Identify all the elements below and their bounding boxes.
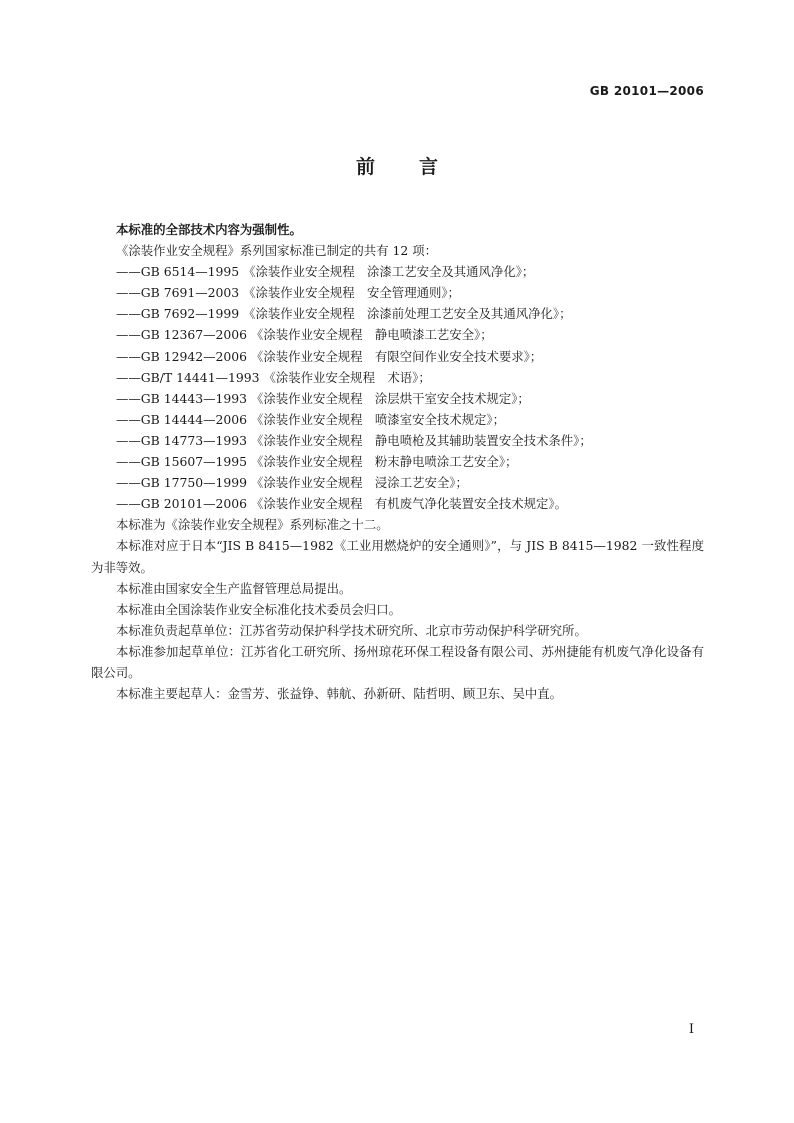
standard-list-item: ——GB 15607—1995 《涂装作业安全规程 粉末静电喷涂工艺安全》； xyxy=(116,454,518,470)
standard-list-item: ——GB 12942—2006 《涂装作业安全规程 有限空间作业安全技术要求》； xyxy=(116,348,543,364)
standard-code: GB 20101—2006 xyxy=(589,84,704,98)
correspondence-statement: 本标准对应于日本“JIS B 8415—1982《工业用燃烧炉的安全通则》”，与 JIS B 8415—1982 一致性程度为非等效。 xyxy=(91,538,704,575)
mandatory-statement: 本标准的全部技术内容为强制性。 xyxy=(116,222,302,237)
standard-list-item: ——GB 12367—2006 《涂装作业安全规程 静电喷漆工艺安全》； xyxy=(116,327,493,343)
standard-list-item: ——GB 7692—1999 《涂装作业安全规程 涂漆前处理工艺安全及其通风净化》； xyxy=(116,306,572,322)
standard-list-item: ——GB/T 14441—1993 《涂装作业安全规程 术语》； xyxy=(116,369,431,385)
foreword-body xyxy=(91,219,704,704)
lead-drafters: 本标准负责起草单位：江苏省劳动保护科学技术研究所、北京市劳动保护科学研究所。 xyxy=(116,622,587,638)
committee-statement: 本标准由全国涂装作业安全标准化技术委员会归口。 xyxy=(116,601,401,617)
main-authors: 本标准主要起草人：金雪芳、张益铮、韩航、孙新研、陆哲明、顾卫东、吴中直。 xyxy=(116,686,563,702)
standard-list-item: ——GB 17750—1999 《涂装作业安全规程 浸涂工艺安全》； xyxy=(116,475,468,491)
standard-list-item: ——GB 7691—2003 《涂装作业安全规程 安全管理通则》； xyxy=(116,285,460,301)
proposer-statement: 本标准由国家安全生产监督管理总局提出。 xyxy=(116,580,352,596)
page-title: 前言 xyxy=(355,156,482,178)
standard-list-item: ——GB 20101—2006 《涂装作业安全规程 有机废气净化装置安全技术规定》。 xyxy=(116,496,567,512)
standard-list-item: ——GB 6514—1995 《涂装作业安全规程 涂漆工艺安全及其通风净化》； xyxy=(116,264,535,280)
standard-list-item: ——GB 14443—1993 《涂装作业安全规程 涂层烘干室安全技术规定》； xyxy=(116,390,530,406)
participating-drafters: 本标准参加起草单位：江苏省化工研究所、扬州琼花环保工程设备有限公司、苏州捷能有机废气净化设备有限公司。 xyxy=(91,643,704,680)
series-intro: 《涂装作业安全规程》系列国家标准已制定的共有 12 项： xyxy=(116,243,438,259)
standard-list-item: ——GB 14444—2006 《涂装作业安全规程 喷漆室安全技术规定》； xyxy=(116,411,506,427)
page-number: I xyxy=(688,1022,694,1037)
standard-list-item: ——GB 14773—1993 《涂装作业安全规程 静电喷枪及其辅助装置安全技术条件》； xyxy=(116,432,592,448)
series-position: 本标准为《涂装作业安全规程》系列标准之十二。 xyxy=(116,517,389,533)
